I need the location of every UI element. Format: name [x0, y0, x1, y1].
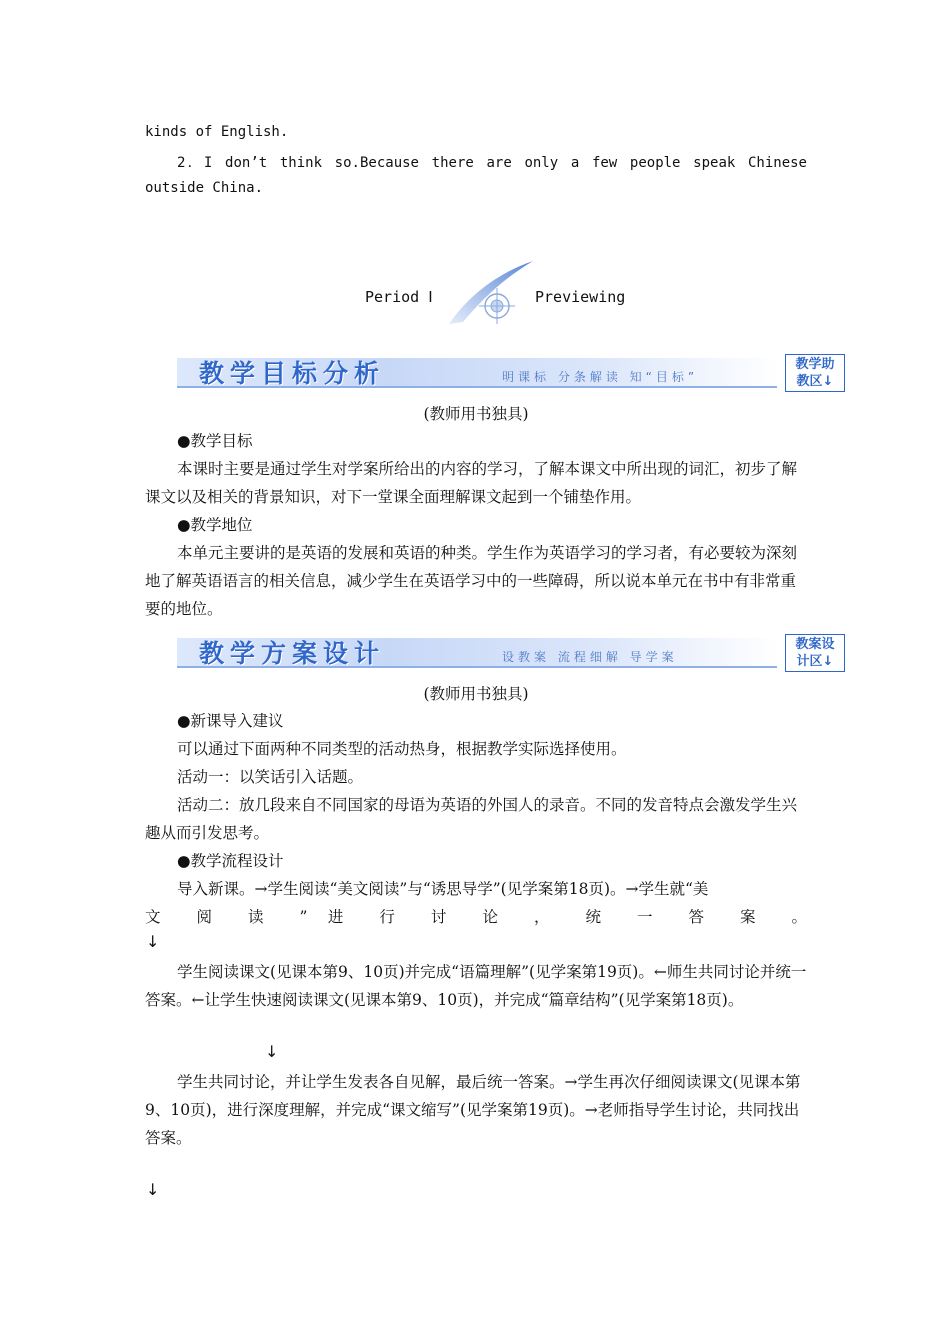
paragraph: 活动二：放几段来自不同国家的母语为英语的外国人的录音。不同的发音特点会激发学生兴趣从而引发思考。	[145, 796, 798, 842]
text-line: 2．I don’t think so.Because there are only a few people speak Chinese	[177, 155, 807, 171]
down-arrow-icon: ↓	[265, 1042, 279, 1061]
banner-subtitle: 设教案 流程细解 导学案	[502, 650, 678, 664]
section-heading: ●新课导入建议	[177, 712, 284, 730]
banner-subtitle: 明课标 分条解读 知“目标”	[502, 370, 699, 384]
text-line: outside China.	[145, 180, 264, 196]
tag-line: 教学助	[795, 357, 835, 372]
teacher-only-note: (教师用书独具)	[423, 405, 529, 423]
banner-title: 教学方案设计	[199, 639, 386, 668]
target-logo-icon	[445, 258, 537, 328]
section-banner-plan	[177, 634, 847, 668]
tag-line: 教区↓	[796, 374, 834, 389]
text-line: kinds of English.	[145, 124, 289, 140]
paragraph: 可以通过下面两种不同类型的活动热身，根据教学实际选择使用。	[177, 740, 627, 758]
tag-line: 教案设	[795, 637, 835, 652]
banner-tag	[785, 354, 845, 392]
section-heading: ●教学地位	[177, 516, 253, 534]
paragraph: 活动一：以笑话引入话题。	[177, 768, 364, 786]
flow-step: 文 阅 读 ” 进 行 讨 论 ， 统 一 答 案 。	[145, 908, 807, 926]
flow-step: 学生阅读课文(见课本第9、10页)并完成“语篇理解”(见学案第19页)。←师生共同讨论并统一答案。←让学生快速阅读课文(见课本第9、10页)，并完成“篇章结构”(见学案第18页)。	[145, 963, 807, 1009]
section-banner-goals	[177, 354, 847, 388]
period-label: Period Ⅰ	[365, 288, 433, 306]
section-heading: ●教学流程设计	[177, 852, 284, 870]
period-title: Previewing	[535, 288, 626, 306]
banner-title: 教学目标分析	[199, 359, 386, 388]
down-arrow-icon: ↓	[146, 932, 160, 951]
flow-step: 学生共同讨论，并让学生发表各自见解，最后统一答案。→学生再次仔细阅读课文(见课本第9、10页)，进行深度理解，并完成“课文缩写”(见学案第19页)。→老师指导学生讨论，共同找出答案。	[145, 1073, 801, 1147]
banner-tag	[785, 634, 845, 672]
paragraph: 本课时主要是通过学生对学案所给出的内容的学习，了解本课文中所出现的词汇，初步了解课文以及相关的背景知识，对下一堂课全面理解课文起到一个铺垫作用。	[145, 460, 798, 506]
paragraph: 本单元主要讲的是英语的发展和英语的种类。学生作为英语学习的学习者，有必要较为深刻地了解英语语言的相关信息，减少学生在英语学习中的一些障碍，所以说本单元在书中有非常重要的地位。	[145, 544, 798, 618]
teacher-only-note: (教师用书独具)	[423, 685, 529, 703]
section-heading: ●教学目标	[177, 432, 253, 450]
flow-step: 导入新课。→学生阅读“美文阅读”与“诱思导学”(见学案第18页)。→学生就“美	[177, 880, 709, 898]
tag-line: 计区↓	[796, 654, 834, 669]
down-arrow-icon: ↓	[146, 1180, 160, 1199]
